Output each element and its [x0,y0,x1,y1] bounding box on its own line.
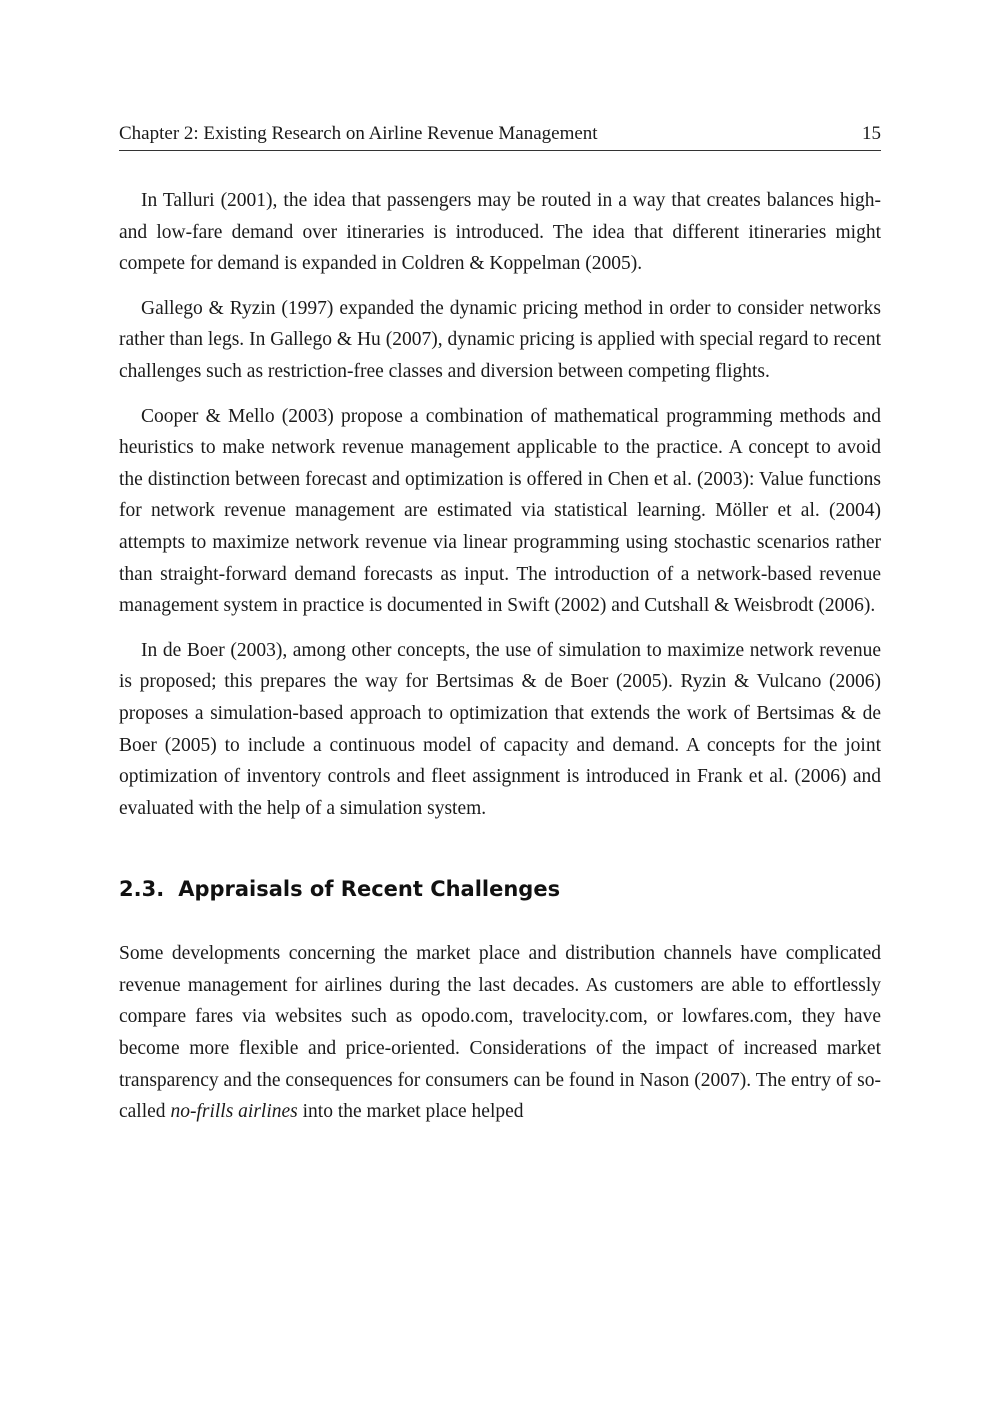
paragraph-cooper-mello: Cooper & Mello (2003) propose a combination of mathematical programming methods and heuristics to make network revenue management applicable to the practice. A concept to avoid the distinction between forecast and optimization is offered in Chen et al. (2003): Value functions for network revenue management are estimated via statistical learning. Möller et al. (2004) attempts to maximize network revenue via linear programming using stochastic scenarios rather than straight-forward demand forecasts as input. The introduction of a network-based revenue management system in practice is documented in Swift (2002) and Cutshall & Weisbrodt (2006). [119,405,881,617]
paragraph-text-end: into the market place helped [297,1101,524,1123]
paragraph-talluri: In Talluri (2001), the idea that passengers may be routed in a way that creates balances high- and low-fare demand over itineraries is introduced. The idea that different itineraries might compete for demand is expanded in Coldren & Koppelman (2005). [119,190,881,275]
paragraph-de-boer: In de Boer (2003), among other concepts, the use of simulation to maximize network revenue is proposed; this prepares the way for Bertsimas & de Boer (2005). Ryzin & Vulcano (2006) proposes a simulation-based approach to optimization that extends the work of Bertsimas & de Boer (2005) to include a continuous model of capacity and demand. A concepts for the joint optimization of inventory controls and fleet assignment is introduced in Frank et al. (2006) and evaluated with the help of a simulation system. [119,639,881,819]
italic-term: no-frills airlines [170,1101,298,1123]
page [119,120,881,1141]
section-title: Appraisals of Recent Challenges [178,877,561,902]
page-number: 15 [862,123,881,144]
paragraph-recent-challenges [119,938,881,1128]
body-text [119,185,881,1128]
running-header [119,120,881,151]
chapter-title: Chapter 2: Existing Research on Airline Revenue Management [119,123,598,144]
section-heading [119,874,881,904]
paragraph-text-start: Some developments concerning the market place and distribution channels have complicated revenue management for airlines during the last decades. As customers are able to effortlessly compare fares via websites such as opodo.com, travelocity.com, or lowfares.com, they have become more flexible and price-oriented. Considerations of the impact of increased market transparency and the consequences for consumers can be found in Nason (2007). The entry of so-called [119,943,881,1123]
paragraph-gallego: Gallego & Ryzin (1997) expanded the dynamic pricing method in order to consider networks rather than legs. In Gallego & Hu (2007), dynamic pricing is applied with special regard to recent challenges such as restriction-free classes and diversion between competing flights. [119,297,881,382]
section-number: 2.3. [119,877,165,902]
